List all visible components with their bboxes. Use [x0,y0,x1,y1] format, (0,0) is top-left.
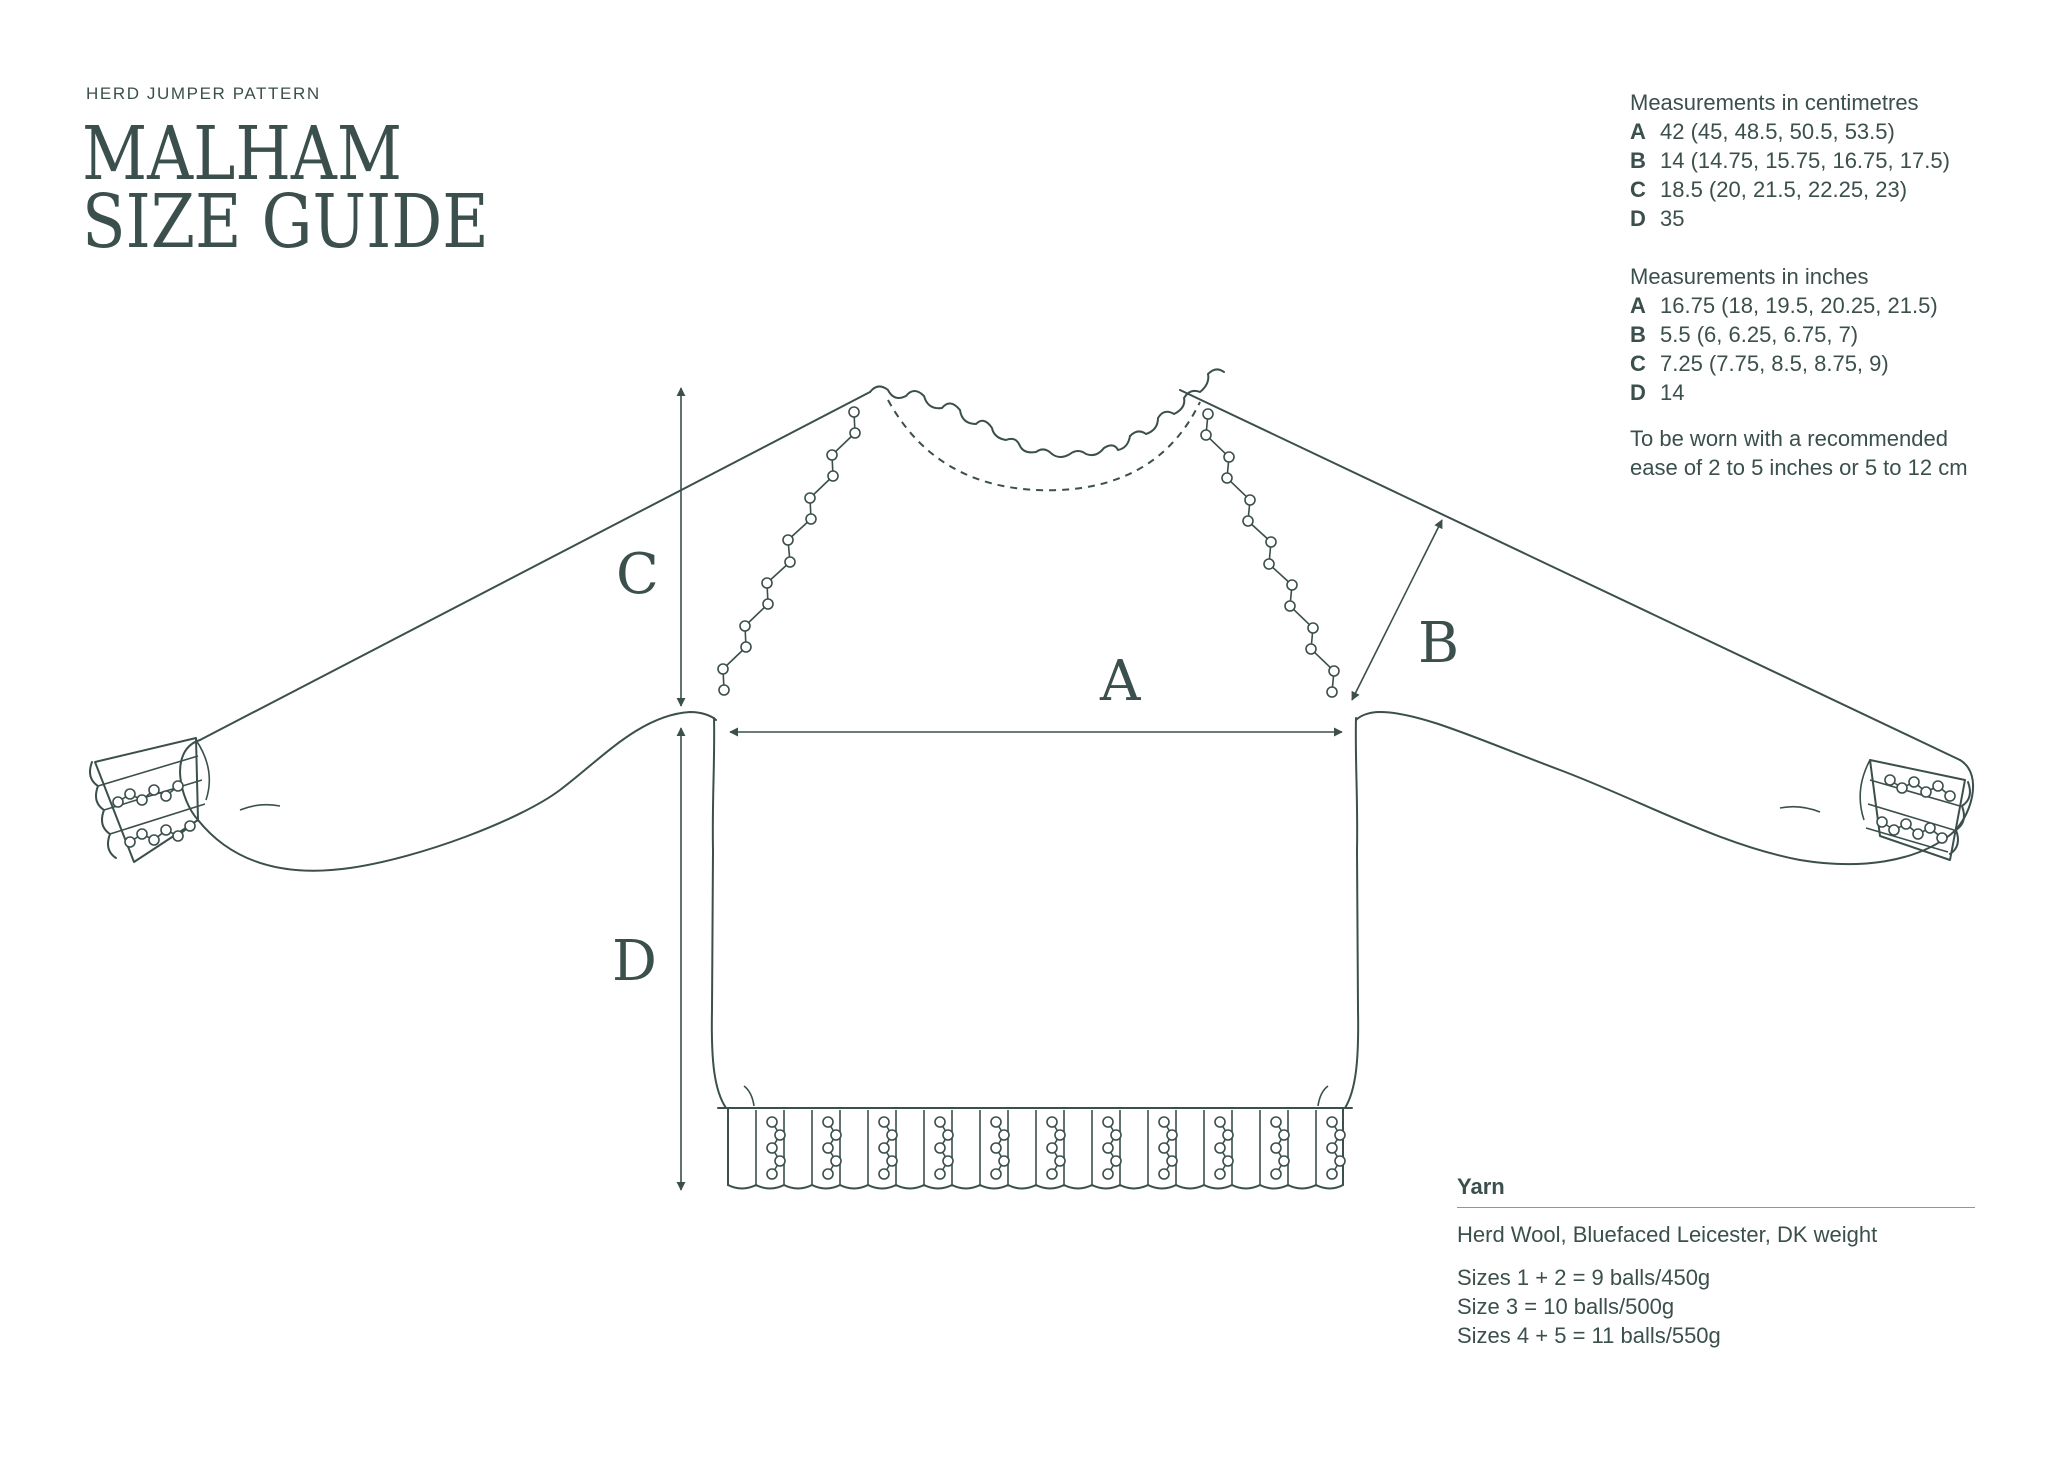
eyelet-bead [1215,1117,1225,1127]
eyelet-bead [161,825,171,835]
yarn-description: Herd Wool, Bluefaced Leicester, DK weight [1457,1222,1878,1247]
eyelet-bead [1271,1169,1281,1179]
eyelet-bead [1877,817,1887,827]
eyelet-bead [125,837,135,847]
eyelet-bead [1047,1169,1057,1179]
eyelet-bead [719,685,729,695]
dimension-label-c: C [616,542,659,607]
eyelet-bead [161,791,171,801]
eyelet-bead [1271,1117,1281,1127]
eyelet-bead [767,1169,777,1179]
eyelet-bead [1266,537,1276,547]
eyelet-bead [767,1143,777,1153]
eyelet-bead [125,789,135,799]
eyelet-bead [149,785,159,795]
eyelet-bead [1223,1130,1233,1140]
eyelet-bead [943,1156,953,1166]
eyelet-bead [1055,1156,1065,1166]
hem-ribbing [728,1086,1343,1189]
measurement-key: D [1630,206,1646,231]
eyelet-bead [1201,430,1211,440]
left-raglan-shoulder [200,392,870,740]
eyelet-bead [1264,559,1274,569]
eyelet-bead [1279,1130,1289,1140]
eyelet-bead [785,557,795,567]
eyelet-bead [1103,1117,1113,1127]
title-line-2: SIZE GUIDE [82,179,489,265]
eyelet-bead [1047,1117,1057,1127]
eyelet-bead [1279,1156,1289,1166]
right-sleeve [1356,712,1973,864]
eyelet-bead [173,781,183,791]
eyelet-bead [1285,601,1295,611]
eyelet-bead [783,535,793,545]
left-sleeve [90,712,716,871]
eyelet-bead [1243,516,1253,526]
jumper-body [200,369,1960,1188]
yarn-quantity: Size 3 = 10 balls/500g [1457,1294,1675,1319]
eyelet-bead [1224,452,1234,462]
eyelet-bead [823,1143,833,1153]
eyelet-bead [1167,1156,1177,1166]
eyelet-bead [1897,783,1907,793]
eyelet-bead [173,831,183,841]
eyelet-bead [1327,1117,1337,1127]
eyelet-bead [1203,409,1213,419]
eyelet-bead [1306,644,1316,654]
back-neckline [888,400,1200,490]
measurement-value: 5.5 (6, 6.25, 6.75, 7) [1660,322,1859,347]
measurement-key: A [1630,293,1646,318]
eyelet-bead [935,1169,945,1179]
yarn-heading: Yarn [1457,1172,1975,1208]
eyelet-bead [1103,1143,1113,1153]
eyelet-bead [999,1156,1009,1166]
eyelet-bead [1111,1156,1121,1166]
measurement-value: 14 (14.75, 15.75, 16.75, 17.5) [1660,148,1950,173]
eyelet-bead [935,1117,945,1127]
eyelet-bead [887,1156,897,1166]
measurement-value: 14 [1660,380,1685,405]
measurement-key: B [1630,148,1646,173]
eyelet-bead [1223,1156,1233,1166]
measurement-value: 42 (45, 48.5, 50.5, 53.5) [1660,119,1895,144]
eyelet-bead [1335,1156,1345,1166]
eyelet-bead [1885,775,1895,785]
eyelet-bead [1327,687,1337,697]
eyelet-bead [185,821,195,831]
eyelet-bead [1222,473,1232,483]
eyelet-bead [1215,1169,1225,1179]
eyelet-bead [1913,829,1923,839]
body-outline [712,718,1358,1108]
measurement-value: 16.75 (18, 19.5, 20.25, 21.5) [1660,293,1938,318]
eyelet-bead [137,829,147,839]
eyelet-bead [850,428,860,438]
measurement-value: 18.5 (20, 21.5, 22.25, 23) [1660,177,1908,202]
eyelet-bead [828,471,838,481]
measurement-value: 35 [1660,206,1685,231]
measurements-in-heading: Measurements in inches [1630,264,1869,289]
eyelet-bead [137,795,147,805]
eyelet-bead [740,621,750,631]
eyelet-bead [1925,823,1935,833]
eyelet-bead [1335,1130,1345,1140]
eyelet-bead [991,1169,1001,1179]
eyelet-bead [991,1117,1001,1127]
eyelet-bead [849,407,859,417]
eyelet-bead [1159,1143,1169,1153]
dimension-label-b: B [1418,611,1460,676]
eyelet-bead [1287,580,1297,590]
eyelet-bead [943,1130,953,1140]
eyelet-bead [831,1156,841,1166]
eyelet-bead-pattern [113,407,1955,1179]
eyelet-bead [718,664,728,674]
eyelet-bead [775,1156,785,1166]
dimension-label-a: A [1100,649,1141,714]
eyelet-bead [1327,1143,1337,1153]
eyelet-bead [806,514,816,524]
measurement-key: A [1630,119,1646,144]
eyelet-bead [775,1130,785,1140]
eyelet-bead [1308,623,1318,633]
eyelet-bead [1111,1130,1121,1140]
eyelet-bead [831,1130,841,1140]
title-line-1: MALHAM [82,111,403,197]
eyelet-bead [1327,1169,1337,1179]
eyelet-bead [1103,1169,1113,1179]
eyelet-bead [1329,666,1339,676]
eyelet-bead [1055,1130,1065,1140]
measurement-key: C [1630,351,1646,376]
eyelet-bead [763,599,773,609]
eyelet-bead [1047,1143,1057,1153]
eyelet-bead [1271,1143,1281,1153]
measurement-key: D [1630,380,1646,405]
eyelet-bead [1167,1130,1177,1140]
eyelet-bead [991,1143,1001,1153]
eyelet-bead [741,642,751,652]
eyelet-bead [1945,791,1955,801]
eyelet-bead [767,1117,777,1127]
eyelet-bead [879,1117,889,1127]
yarn-quantity: Sizes 4 + 5 = 11 balls/550g [1457,1323,1721,1348]
eyelet-bead [805,493,815,503]
eyelet-bead [1215,1143,1225,1153]
eyelet-bead [827,450,837,460]
eyelet-bead [887,1130,897,1140]
eyelet-bead [1159,1169,1169,1179]
eyelet-bead [762,578,772,588]
eyelet-bead [1889,825,1899,835]
eyelet-bead [1937,833,1947,843]
dimension-label-d: D [612,929,657,994]
measurements-cm-heading: Measurements in centimetres [1630,90,1919,115]
eyelet-bead [113,797,123,807]
eyelet-bead [823,1117,833,1127]
measurement-value: 7.25 (7.75, 8.5, 8.75, 9) [1660,351,1889,376]
ease-note: To be worn with a recommended ease of 2 to 5 inches or 5 to 12 cm [1630,426,1968,480]
measurement-key: C [1630,177,1646,202]
measurement-key: B [1630,322,1646,347]
eyelet-bead [823,1169,833,1179]
eyelet-bead [1245,495,1255,505]
pattern-kicker: HERD JUMPER PATTERN [86,84,321,103]
yarn-quantity: Sizes 1 + 2 = 9 balls/450g [1457,1265,1711,1290]
eyelet-bead [999,1130,1009,1140]
eyelet-bead [1933,781,1943,791]
eyelet-bead [1901,819,1911,829]
eyelet-bead [1159,1117,1169,1127]
eyelet-bead [879,1143,889,1153]
eyelet-bead [149,835,159,845]
eyelet-bead [935,1143,945,1153]
right-raglan-shoulder [1180,390,1960,760]
eyelet-bead [1909,777,1919,787]
eyelet-bead [1921,787,1931,797]
eyelet-bead [879,1169,889,1179]
